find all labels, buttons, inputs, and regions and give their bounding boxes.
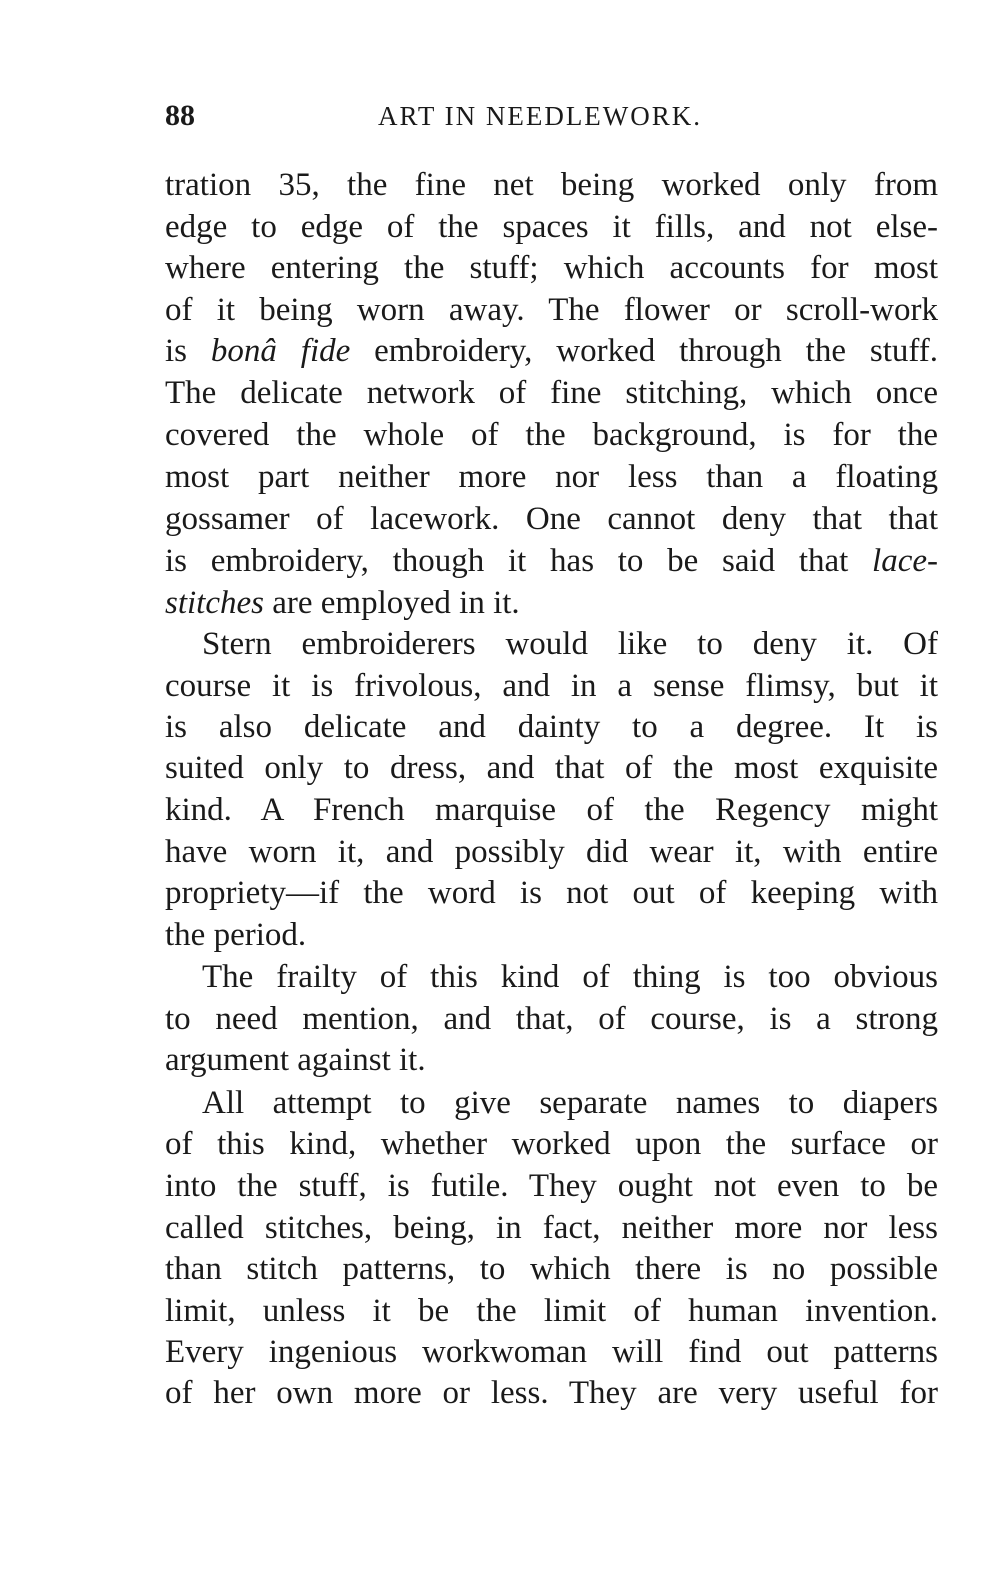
text-line xyxy=(165,1248,938,1290)
text-segment: gossamer of lacework. One cannot deny that that xyxy=(165,501,938,537)
text-line xyxy=(165,706,938,748)
text-segment: most part neither more nor less than a floating xyxy=(165,459,938,495)
text-line xyxy=(165,247,938,289)
text-line xyxy=(165,956,938,998)
italic-text: bonâ fide xyxy=(210,333,351,369)
text-segment: limit, unless it be the limit of human invention. xyxy=(165,1293,938,1329)
text-line xyxy=(165,330,938,372)
text-segment: called stitches, being, in fact, neither more nor less xyxy=(165,1210,938,1246)
text-segment: into the stuff, is futile. They ought not even to be xyxy=(165,1168,938,1204)
text-segment: tration 35, the fine net being worked only from xyxy=(165,167,938,203)
text-line xyxy=(165,747,938,789)
text-segment: Stern embroiderers would like to deny it. Of xyxy=(202,626,938,662)
text-segment: is also delicate and dainty to a degree. It is xyxy=(165,709,938,745)
text-segment: The frailty of this kind of thing is too obvious xyxy=(202,959,938,995)
text-segment: are employed in it. xyxy=(263,585,520,621)
text-line xyxy=(165,1165,938,1207)
text-line xyxy=(165,540,938,582)
text-segment: suited only to dress, and that of the most exquisite xyxy=(165,750,938,786)
text-segment: have worn it, and possibly did wear it, with entire xyxy=(165,834,938,870)
text-line xyxy=(165,582,938,624)
italic-text: stitches xyxy=(165,585,264,621)
text-line xyxy=(165,789,938,831)
text-line xyxy=(165,1123,938,1165)
text-segment: where entering the stuff; which accounts for most xyxy=(165,250,938,286)
text-segment: course it is frivolous, and in a sense flimsy, but it xyxy=(165,668,938,704)
text-line xyxy=(165,1082,938,1124)
text-segment: edge to edge of the spaces it fills, and not else- xyxy=(165,209,938,245)
text-segment: is xyxy=(165,333,211,369)
text-segment: of it being worn away. The flower or scroll-work xyxy=(165,292,938,328)
text-segment: All attempt to give separate names to diapers xyxy=(202,1085,938,1121)
text-segment: The delicate network of fine stitching, which once xyxy=(165,375,938,411)
text-line xyxy=(165,1039,938,1081)
text-segment: is embroidery, though it has to be said that xyxy=(165,543,873,579)
text-segment: embroidery, worked through the stuff. xyxy=(350,333,939,369)
text-line xyxy=(165,1372,938,1414)
text-segment: Every ingenious workwoman will find out patterns xyxy=(165,1334,938,1370)
text-segment: of this kind, whether worked upon the surface or xyxy=(165,1126,938,1162)
text-line xyxy=(165,289,938,331)
text-line xyxy=(165,831,938,873)
running-title: ART IN NEEDLEWORK. xyxy=(377,101,703,131)
text-segment: to need mention, and that, of course, is a strong xyxy=(165,1001,938,1037)
text-line xyxy=(165,164,938,206)
text-line xyxy=(165,206,938,248)
text-segment: the period. xyxy=(165,917,307,953)
text-line xyxy=(165,456,938,498)
text-line xyxy=(165,665,938,707)
text-line xyxy=(165,372,938,414)
page-number: 88 xyxy=(165,99,195,132)
text-line xyxy=(165,498,938,540)
text-line xyxy=(165,1207,938,1249)
text-segment: propriety—if the word is not out of keeping with xyxy=(165,875,938,911)
text-line xyxy=(165,998,938,1040)
text-segment: than stitch patterns, to which there is no possible xyxy=(165,1251,938,1287)
text-segment: covered the whole of the background, is for the xyxy=(165,417,938,453)
text-segment: of her own more or less. They are very useful for xyxy=(165,1375,938,1411)
text-line xyxy=(165,623,938,665)
text-line xyxy=(165,414,938,456)
text-line xyxy=(165,1331,938,1373)
italic-text: lace- xyxy=(872,543,938,579)
text-line xyxy=(165,914,938,956)
text-line xyxy=(165,872,938,914)
text-segment: kind. A French marquise of the Regency might xyxy=(165,792,938,828)
text-segment: argument against it. xyxy=(165,1042,426,1078)
text-line xyxy=(165,1290,938,1332)
